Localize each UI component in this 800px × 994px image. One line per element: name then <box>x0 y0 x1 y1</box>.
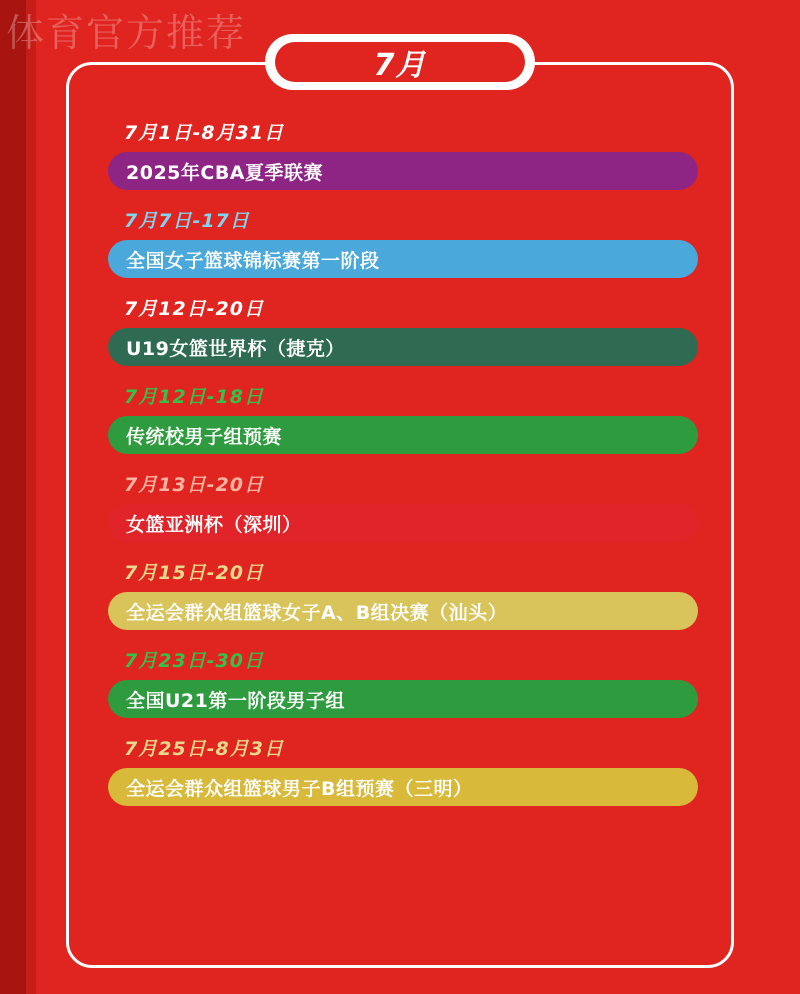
event-date: 7月15日-20日 <box>124 562 264 584</box>
event-list <box>108 118 698 822</box>
month-label: 7月 <box>373 48 427 83</box>
event-bar[interactable] <box>108 592 698 630</box>
event-bar[interactable] <box>108 504 698 542</box>
event-row <box>108 382 698 454</box>
event-title: 全国U21第一阶段男子组 <box>126 689 345 712</box>
event-date: 7月12日-20日 <box>124 298 264 320</box>
watermark-text: 体育官方推荐 <box>6 11 247 55</box>
event-bar[interactable] <box>108 152 698 190</box>
event-date: 7月25日-8月3日 <box>124 738 284 760</box>
event-date: 7月13日-20日 <box>124 474 264 496</box>
event-title: 全国女子篮球锦标赛第一阶段 <box>126 249 380 272</box>
event-bar[interactable] <box>108 768 698 806</box>
event-title: 全运会群众组篮球男子B组预赛（三明） <box>126 777 473 800</box>
event-row <box>108 646 698 718</box>
event-date: 7月23日-30日 <box>124 650 264 672</box>
event-date: 7月12日-18日 <box>124 386 264 408</box>
month-badge-inner <box>275 42 525 82</box>
event-title: 2025年CBA夏季联赛 <box>126 161 324 184</box>
event-row <box>108 734 698 806</box>
event-title: 全运会群众组篮球女子A、B组决赛（汕头） <box>126 601 508 624</box>
event-title: U19女篮世界杯（捷克） <box>126 337 345 360</box>
event-bar[interactable] <box>108 680 698 718</box>
event-title: 女篮亚洲杯（深圳） <box>126 513 302 536</box>
month-badge <box>265 34 535 90</box>
event-title: 传统校男子组预赛 <box>126 425 283 448</box>
event-row <box>108 118 698 190</box>
event-bar[interactable] <box>108 240 698 278</box>
event-row <box>108 470 698 542</box>
event-row <box>108 294 698 366</box>
event-date: 7月7日-17日 <box>124 210 250 232</box>
left-edge-stripe-inner <box>26 0 36 994</box>
event-date: 7月1日-8月31日 <box>124 122 284 144</box>
event-bar[interactable] <box>108 416 698 454</box>
event-row <box>108 206 698 278</box>
event-row <box>108 558 698 630</box>
left-edge-stripe <box>0 0 26 994</box>
event-bar[interactable] <box>108 328 698 366</box>
